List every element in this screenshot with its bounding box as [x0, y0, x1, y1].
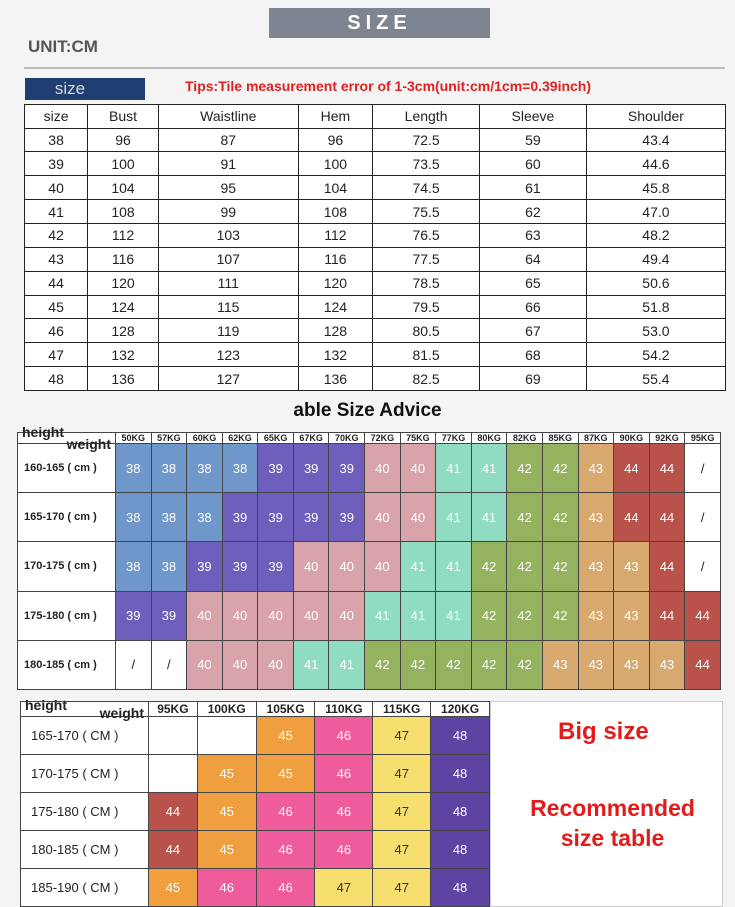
size-cell: 41: [471, 444, 507, 493]
size-cell: 44: [614, 444, 650, 493]
size-cell: 44: [649, 444, 685, 493]
size-cell: 42: [507, 640, 543, 689]
big-size-cell: 46: [197, 869, 256, 907]
table-cell: 127: [158, 367, 298, 391]
big-size-cell: 45: [197, 831, 256, 869]
big-corner-weight-label: weight: [99, 705, 144, 721]
table-cell: 116: [298, 247, 373, 271]
size-cell: 43: [578, 542, 614, 591]
table-cell: 112: [298, 223, 373, 247]
size-cell: 39: [329, 493, 365, 542]
table-cell: 59: [480, 128, 587, 152]
size-cell: 38: [187, 444, 223, 493]
big-size-cell: 48: [431, 755, 490, 793]
big-size-cell: [197, 717, 256, 755]
advice-corner-cell: [18, 424, 116, 452]
size-cell: 40: [329, 591, 365, 640]
size-cell: 41: [471, 493, 507, 542]
table-row: [25, 152, 726, 176]
height-label: 165-170 ( cm ): [18, 493, 116, 542]
table-cell: 77.5: [373, 247, 480, 271]
big-row: [21, 831, 490, 869]
page-title-banner: [269, 8, 490, 38]
big-size-cell: 45: [149, 869, 198, 907]
big-weight-header: 120KG: [431, 702, 490, 717]
big-size-table: [20, 697, 490, 907]
table-cell: 61: [480, 176, 587, 200]
big-size-cell: 46: [315, 717, 373, 755]
big-height-label: 170-175 ( CM ): [21, 755, 149, 793]
corner-weight-label: weight: [66, 436, 111, 452]
big-size-cell: 44: [149, 831, 198, 869]
size-cell: 40: [293, 542, 329, 591]
big-weight-header: 95KG: [149, 702, 198, 717]
divider: [24, 67, 725, 69]
table-cell: 75.5: [373, 200, 480, 224]
size-cell: 43: [578, 591, 614, 640]
size-cell: 38: [187, 493, 223, 542]
big-weight-header: 115KG: [373, 702, 431, 717]
size-cell: 42: [471, 640, 507, 689]
big-row: [21, 793, 490, 831]
size-cell: /: [685, 444, 721, 493]
table-cell: 100: [298, 152, 373, 176]
size-cell: 38: [116, 444, 152, 493]
weight-header: 70KG: [329, 433, 365, 444]
height-label: 160-165 ( cm ): [18, 444, 116, 493]
table-cell: 82.5: [373, 367, 480, 391]
size-cell: 42: [542, 493, 578, 542]
corner-height-label: height: [22, 424, 64, 440]
table-cell: 72.5: [373, 128, 480, 152]
table-cell: 87: [158, 128, 298, 152]
size-cell: 42: [542, 444, 578, 493]
weight-header: 82KG: [507, 433, 543, 444]
column-header: Bust: [88, 105, 159, 129]
size-cell: 42: [507, 591, 543, 640]
big-size-cell: 47: [373, 869, 431, 907]
unit-label: UNIT:CM: [28, 37, 98, 56]
table-cell: 55.4: [586, 367, 725, 391]
size-cell: 44: [649, 493, 685, 542]
big-row: [21, 717, 490, 755]
table-cell: 48: [25, 367, 88, 391]
size-cell: 43: [578, 493, 614, 542]
table-cell: 54.2: [586, 343, 725, 367]
measurement-table: [24, 104, 726, 391]
size-cell: 44: [614, 493, 650, 542]
big-size-label: Big size: [558, 718, 649, 745]
table-cell: 136: [298, 367, 373, 391]
table-cell: 66: [480, 295, 587, 319]
size-cell: 39: [222, 542, 258, 591]
size-cell: 43: [578, 640, 614, 689]
table-row: [25, 319, 726, 343]
size-cell: 41: [293, 640, 329, 689]
table-cell: 95: [158, 176, 298, 200]
table-cell: 79.5: [373, 295, 480, 319]
table-cell: 96: [88, 128, 159, 152]
size-cell: 40: [222, 640, 258, 689]
size-cell: /: [151, 640, 187, 689]
weight-header: 95KG: [685, 433, 721, 444]
page-title: SIZE: [347, 12, 412, 34]
column-header: Waistline: [158, 105, 298, 129]
big-size-cell: 45: [197, 793, 256, 831]
table-cell: 136: [88, 367, 159, 391]
size-cell: 38: [151, 493, 187, 542]
table-cell: 100: [88, 152, 159, 176]
table-cell: 116: [88, 247, 159, 271]
size-cell: /: [685, 542, 721, 591]
advice-row: [18, 591, 721, 640]
advice-row: [18, 493, 721, 542]
table-cell: 67: [480, 319, 587, 343]
weight-header: 65KG: [258, 433, 294, 444]
table-cell: 47.0: [586, 200, 725, 224]
big-size-cell: 46: [315, 793, 373, 831]
table-cell: 132: [298, 343, 373, 367]
big-size-cell: 47: [373, 717, 431, 755]
table-cell: 43: [25, 247, 88, 271]
big-size-cell: 45: [256, 717, 315, 755]
big-size-cell: 47: [373, 755, 431, 793]
table-cell: 51.8: [586, 295, 725, 319]
size-cell: 44: [685, 640, 721, 689]
big-size-cell: 46: [256, 869, 315, 907]
table-cell: 128: [298, 319, 373, 343]
height-label: 170-175 ( cm ): [18, 542, 116, 591]
size-cell: 42: [365, 640, 401, 689]
weight-header: 50KG: [116, 433, 152, 444]
weight-header: 85KG: [542, 433, 578, 444]
table-cell: 69: [480, 367, 587, 391]
big-size-cell: [149, 717, 198, 755]
size-cell: 41: [400, 591, 436, 640]
table-cell: 91: [158, 152, 298, 176]
size-cell: 39: [151, 591, 187, 640]
table-cell: 53.0: [586, 319, 725, 343]
size-cell: 41: [365, 591, 401, 640]
size-cell: 40: [400, 493, 436, 542]
table-cell: 42: [25, 223, 88, 247]
table-cell: 80.5: [373, 319, 480, 343]
big-corner-height-label: height: [25, 697, 67, 713]
weight-header: 80KG: [471, 433, 507, 444]
big-size-cell: 47: [373, 831, 431, 869]
size-cell: 41: [436, 591, 472, 640]
big-size-cell: 47: [373, 793, 431, 831]
column-header: size: [25, 105, 88, 129]
advice-header-row: [18, 433, 721, 444]
advice-row: [18, 444, 721, 493]
table-cell: 112: [88, 223, 159, 247]
size-cell: 42: [507, 444, 543, 493]
weight-header: 57KG: [151, 433, 187, 444]
weight-header: 77KG: [436, 433, 472, 444]
size-cell: 40: [365, 444, 401, 493]
size-cell: 43: [614, 640, 650, 689]
size-cell: 38: [222, 444, 258, 493]
table-cell: 124: [298, 295, 373, 319]
size-cell: 39: [293, 493, 329, 542]
table-cell: 124: [88, 295, 159, 319]
table-cell: 63: [480, 223, 587, 247]
size-cell: 38: [116, 493, 152, 542]
size-cell: 40: [187, 591, 223, 640]
big-size-cell: 46: [256, 831, 315, 869]
size-cell: 39: [222, 493, 258, 542]
table-cell: 38: [25, 128, 88, 152]
size-cell: 39: [187, 542, 223, 591]
size-cell: 42: [542, 591, 578, 640]
size-section-label: size: [25, 78, 145, 100]
table-cell: 46: [25, 319, 88, 343]
size-cell: 41: [436, 444, 472, 493]
table-cell: 43.4: [586, 128, 725, 152]
table-row: [25, 295, 726, 319]
big-size-cell: 45: [256, 755, 315, 793]
table-cell: 99: [158, 200, 298, 224]
weight-header: 87KG: [578, 433, 614, 444]
size-cell: 42: [436, 640, 472, 689]
big-size-cell: 48: [431, 717, 490, 755]
big-height-label: 175-180 ( CM ): [21, 793, 149, 831]
size-cell: 40: [187, 640, 223, 689]
table-cell: 65: [480, 271, 587, 295]
recommended-label: [515, 793, 710, 853]
table-cell: 76.5: [373, 223, 480, 247]
big-weight-header: 100KG: [197, 702, 256, 717]
table-cell: 40: [25, 176, 88, 200]
table-cell: 48.2: [586, 223, 725, 247]
size-cell: 44: [649, 591, 685, 640]
big-weight-header: 105KG: [256, 702, 315, 717]
table-cell: 60: [480, 152, 587, 176]
size-cell: 41: [436, 493, 472, 542]
table-cell: 103: [158, 223, 298, 247]
big-height-label: 185-190 ( CM ): [21, 869, 149, 907]
size-cell: 41: [400, 542, 436, 591]
column-header: Hem: [298, 105, 373, 129]
table-cell: 119: [158, 319, 298, 343]
table-row: [25, 367, 726, 391]
table-cell: 111: [158, 271, 298, 295]
size-cell: 39: [258, 542, 294, 591]
size-cell: 40: [329, 542, 365, 591]
table-row: [25, 128, 726, 152]
table-cell: 44: [25, 271, 88, 295]
size-cell: 43: [649, 640, 685, 689]
big-size-cell: 46: [256, 793, 315, 831]
tips-text: Tips:Tile measurement error of 1-3cm(unit:cm/1cm=0.39inch): [185, 78, 592, 94]
big-size-cell: [149, 755, 198, 793]
size-cell: 42: [400, 640, 436, 689]
big-size-cell: 48: [431, 869, 490, 907]
advice-row: [18, 542, 721, 591]
table-row: [25, 223, 726, 247]
size-cell: 38: [151, 444, 187, 493]
table-cell: 41: [25, 200, 88, 224]
weight-header: 60KG: [187, 433, 223, 444]
size-cell: 38: [151, 542, 187, 591]
size-cell: 40: [258, 591, 294, 640]
size-cell: 40: [258, 640, 294, 689]
big-size-cell: 44: [149, 793, 198, 831]
big-corner-cell: [21, 697, 149, 721]
size-advice-title: able Size Advice: [293, 400, 442, 421]
table-row: [25, 200, 726, 224]
weight-header: 90KG: [614, 433, 650, 444]
height-label: 175-180 ( cm ): [18, 591, 116, 640]
size-cell: 40: [365, 542, 401, 591]
table-row: [25, 176, 726, 200]
big-size-cell: 46: [315, 755, 373, 793]
table-cell: 123: [158, 343, 298, 367]
size-cell: 43: [578, 444, 614, 493]
size-cell: 40: [222, 591, 258, 640]
size-cell: 43: [614, 591, 650, 640]
big-height-label: 165-170 ( CM ): [21, 717, 149, 755]
table-cell: 74.5: [373, 176, 480, 200]
size-cell: 41: [329, 640, 365, 689]
table-cell: 120: [88, 271, 159, 295]
size-cell: 44: [649, 542, 685, 591]
big-row: [21, 755, 490, 793]
table-cell: 120: [298, 271, 373, 295]
weight-header: 75KG: [400, 433, 436, 444]
table-cell: 78.5: [373, 271, 480, 295]
column-header: Shoulder: [586, 105, 725, 129]
table-cell: 50.6: [586, 271, 725, 295]
weight-header: 62KG: [222, 433, 258, 444]
size-cell: 39: [329, 444, 365, 493]
size-cell: /: [116, 640, 152, 689]
size-cell: 39: [258, 444, 294, 493]
table-cell: 47: [25, 343, 88, 367]
table-row: [25, 247, 726, 271]
size-cell: 40: [400, 444, 436, 493]
table-cell: 45.8: [586, 176, 725, 200]
big-size-cell: 48: [431, 793, 490, 831]
big-row: [21, 869, 490, 907]
recommended-line-2: size table: [560, 825, 665, 851]
big-height-label: 180-185 ( CM ): [21, 831, 149, 869]
big-header-row: [21, 702, 490, 717]
big-weight-header: 110KG: [315, 702, 373, 717]
size-cell: /: [685, 493, 721, 542]
size-cell: 39: [293, 444, 329, 493]
weight-header: 67KG: [293, 433, 329, 444]
size-cell: 41: [436, 542, 472, 591]
table-cell: 45: [25, 295, 88, 319]
size-advice-table: [17, 424, 721, 690]
table-cell: 107: [158, 247, 298, 271]
height-label: 180-185 ( cm ): [18, 640, 116, 689]
size-cell: 42: [471, 542, 507, 591]
table-row: [25, 343, 726, 367]
big-size-cell: 45: [197, 755, 256, 793]
weight-header: 72KG: [365, 433, 401, 444]
table-cell: 44.6: [586, 152, 725, 176]
size-cell: 38: [116, 542, 152, 591]
table-cell: 115: [158, 295, 298, 319]
big-size-cell: 47: [315, 869, 373, 907]
table-cell: 73.5: [373, 152, 480, 176]
size-cell: 42: [507, 542, 543, 591]
column-header: Sleeve: [480, 105, 587, 129]
table-cell: 108: [88, 200, 159, 224]
table-cell: 68: [480, 343, 587, 367]
table-cell: 128: [88, 319, 159, 343]
size-cell: 42: [471, 591, 507, 640]
table-cell: 108: [298, 200, 373, 224]
table-cell: 81.5: [373, 343, 480, 367]
size-cell: 39: [258, 493, 294, 542]
size-cell: 44: [685, 591, 721, 640]
size-cell: 42: [542, 542, 578, 591]
table-cell: 49.4: [586, 247, 725, 271]
table-cell: 104: [298, 176, 373, 200]
size-cell: 43: [542, 640, 578, 689]
size-cell: 43: [614, 542, 650, 591]
size-cell: 40: [293, 591, 329, 640]
table-cell: 39: [25, 152, 88, 176]
table-row: [25, 271, 726, 295]
table-cell: 104: [88, 176, 159, 200]
measurement-header-row: [25, 105, 726, 129]
size-cell: 40: [365, 493, 401, 542]
table-cell: 64: [480, 247, 587, 271]
table-cell: 96: [298, 128, 373, 152]
table-cell: 62: [480, 200, 587, 224]
table-cell: 132: [88, 343, 159, 367]
advice-row: [18, 640, 721, 689]
weight-header: 92KG: [649, 433, 685, 444]
size-cell: 39: [116, 591, 152, 640]
big-size-cell: 48: [431, 831, 490, 869]
size-cell: 42: [507, 493, 543, 542]
big-size-cell: 46: [315, 831, 373, 869]
recommended-line-1: Recommended: [530, 795, 695, 821]
column-header: Length: [373, 105, 480, 129]
